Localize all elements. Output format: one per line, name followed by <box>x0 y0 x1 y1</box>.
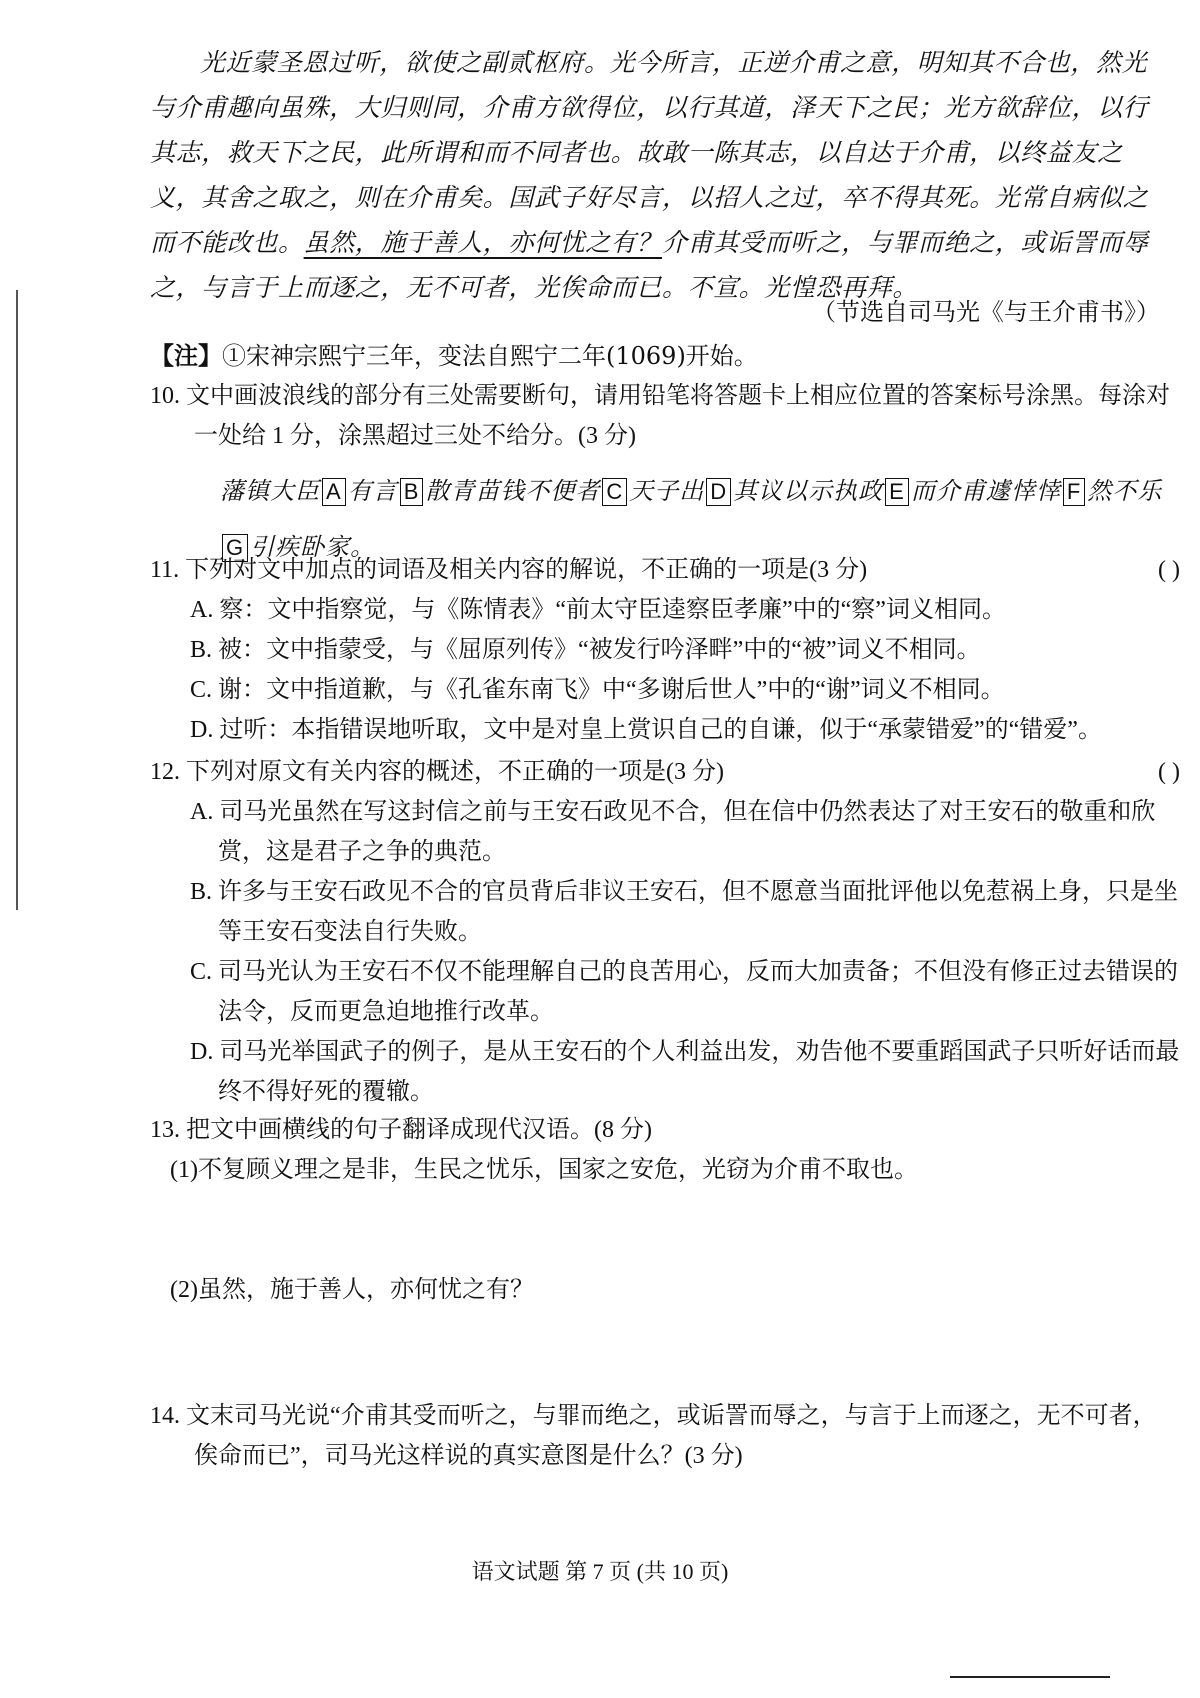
answer-box-D[interactable]: D <box>706 478 731 506</box>
answer-box-A[interactable]: A <box>322 478 346 506</box>
passage-source: （节选自司马光《与王介甫书》） <box>812 298 1160 326</box>
classical-passage <box>150 40 1160 310</box>
question-13-stem: 13. 把文中画横线的句子翻译成现代汉语。(8 分) <box>150 1117 652 1143</box>
question-11 <box>150 550 1180 750</box>
page-footer: 语文试题 第 7 页 (共 10 页) <box>471 1559 729 1584</box>
option-B: B. 被：文中指蒙受，与《屈原列传》“被发行吟泽畔”中的“被”词义不相同。 <box>190 637 981 663</box>
answer-box-G[interactable]: G <box>222 534 248 562</box>
segment: 天子出 <box>629 479 705 505</box>
answer-box-E[interactable]: E <box>885 478 909 506</box>
segment: 散青苗钱不便者 <box>425 479 601 505</box>
passage-text-2: 介甫其受而听之，与罪而绝之，或诟詈而辱之，与言于上而逐之，无不可者，光俟命而已。不宣。光惶恐再拜。 <box>150 228 1149 302</box>
question-10 <box>150 376 1180 576</box>
question-11-stem: 11. 下列对文中加点的词语及相关内容的解说，不正确的一项是(3 分) <box>150 557 868 583</box>
answer-space[interactable] <box>150 1190 1180 1270</box>
segment: 有言 <box>347 479 398 505</box>
option-B: B. 许多与王安石政见不合的官员背后非议王安石，但不愿意当面批评他以免惹祸上身，只是坐等王安石变法自行失败。 <box>190 879 1179 945</box>
answer-paren[interactable]: ( ) <box>1158 759 1180 785</box>
footnote <box>150 336 758 371</box>
question-12-stem: 12. 下列对原文有关内容的概述，不正确的一项是(3 分) <box>150 759 724 785</box>
translate-sentence-1: (1)不复顾义理之是非，生民之忧乐，国家之安危，光窃为介甫不取也。 <box>170 1157 918 1183</box>
option-C: C. 谢：文中指道歉，与《孔雀东南飞》中“多谢后世人”中的“谢”词义不相同。 <box>190 677 1005 703</box>
option-A: A. 察：文中指察觉，与《陈情表》“前太守臣逵察臣孝廉”中的“察”词义相同。 <box>190 597 1006 623</box>
question-14-stem: 14. 文末司马光说“介甫其受而听之，与罪而绝之，或诟詈而辱之，与言于上而逐之，无不可者，俟命而已”，司马光这样说的真实意图是什么？(3 分) <box>150 1403 1157 1469</box>
footnote-text: ①宋神宗熙宁三年，变法自熙宁二年(1069)开始。 <box>222 342 758 370</box>
option-A: A. 司马光虽然在写这封信之前与王安石政见不合，但在信中仍然表达了对王安石的敬重和欣赏，这是君子之争的典范。 <box>190 799 1156 865</box>
option-D: D. 过听：本指错误地听取，文中是对皇上赏识自己的自谦，似于“承蒙错爱”的“错爱”。 <box>190 717 1102 743</box>
answer-box-F[interactable]: F <box>1063 478 1085 506</box>
passage-text-1: 光近蒙圣恩过听，欲使之副贰枢府。光今所言，正逆介甫之意，明知其不合也，然光与介甫趣向虽殊，大归则同，介甫方欲得位，以行其道，泽天下之民；光方欲辞位，以行其志，救天下之民，此所谓和而不同者也。故敢一陈其志，以自达于介甫，以终益友之义，其舍之取之，则在介甫矣。国武子好尽言，以招人之过，卒不得其死。光常自病似之而不能改也。 <box>150 48 1149 257</box>
segment: 而介甫遽悻悻 <box>910 479 1061 505</box>
question-14 <box>150 1396 1180 1476</box>
segment: 然不乐 <box>1087 479 1163 505</box>
option-C: C. 司马光认为王安石不仅不能理解自己的良苦用心，反而大加责备；不但没有修正过去错误的法令，反而更急迫地推行改革。 <box>190 959 1179 1025</box>
question-12 <box>150 752 1180 1112</box>
segment: 藩镇大臣 <box>220 479 320 505</box>
question-10-stem: 10. 文中画波浪线的部分有三处需要断句，请用铅笔将答题卡上相应位置的答案标号涂黑。每涂对一处给 1 分，涂黑超过三处不给分。(3 分) <box>150 383 1170 449</box>
answer-box-B[interactable]: B <box>400 478 424 506</box>
margin-scan-mark <box>16 290 18 910</box>
translate-sentence-2: (2)虽然，施于善人，亦何忧之有？ <box>170 1277 534 1303</box>
answer-box-C[interactable]: C <box>602 478 627 506</box>
footer-rule <box>950 1676 1110 1678</box>
segment: 引疾卧家。 <box>250 535 376 561</box>
footnote-label: 【注】 <box>150 341 222 370</box>
option-D: D. 司马光举国武子的例子，是从王安石的个人利益出发，劝告他不要重蹈国武子只听好话而最终不得好死的覆辙。 <box>190 1039 1180 1105</box>
answer-paren[interactable]: ( ) <box>1158 557 1180 583</box>
question-13 <box>150 1110 1180 1310</box>
segment: 其议以示执政 <box>733 479 884 505</box>
underlined-sentence: 虽然，施于善人，亦何忧之有？ <box>303 228 663 257</box>
